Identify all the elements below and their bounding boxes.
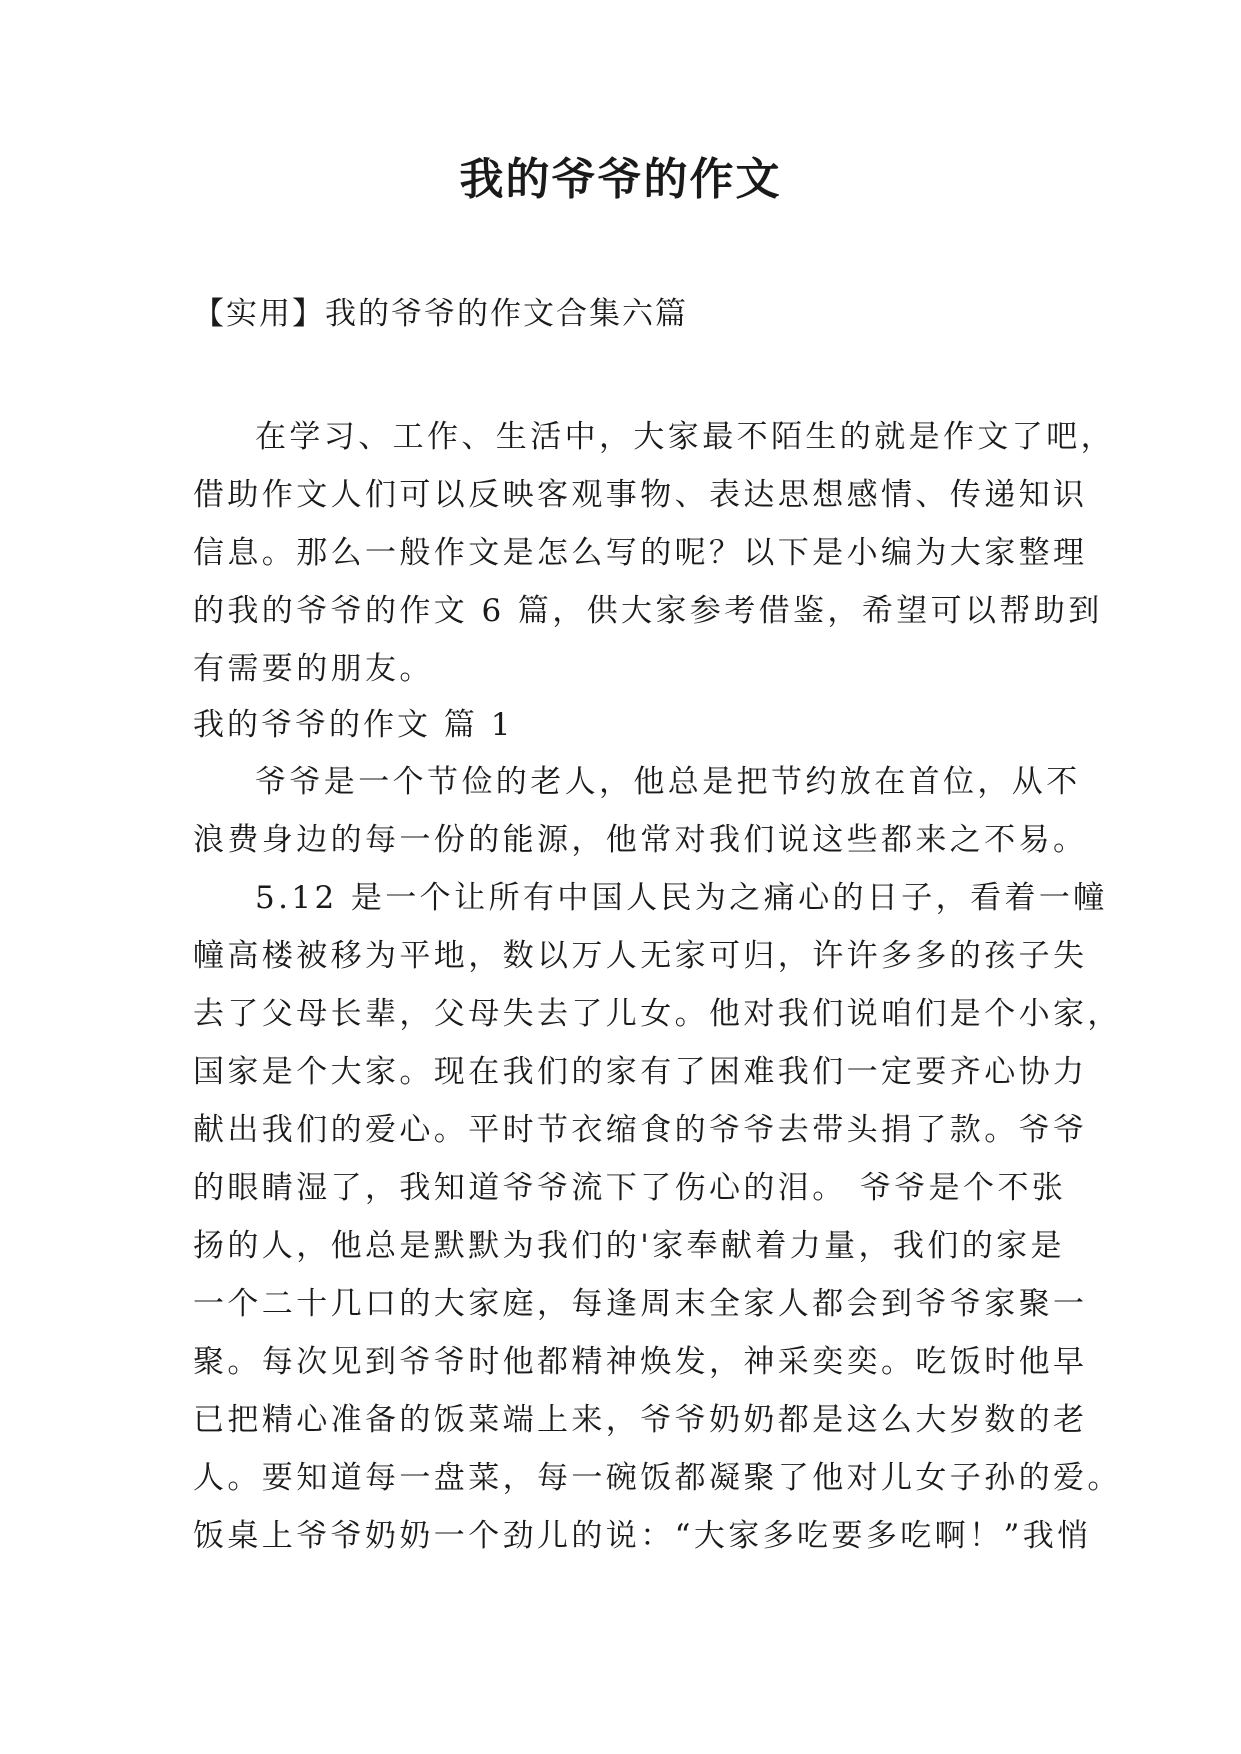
text-line: 爷爷是一个节俭的老人，他总是把节约放在首位，从不 (255, 764, 1081, 800)
text-line: 饭桌上爷爷奶奶一个劲儿的说：“大家多吃要多吃啊！”我悄 (193, 1518, 1092, 1554)
document-body (193, 408, 1122, 1565)
text-line: 的我的爷爷的作文 6 篇，供大家参考借鉴，希望可以帮助到 (193, 593, 1103, 629)
text-line: 幢高楼被移为平地，数以万人无家可归，许许多多的孩子失 (193, 938, 1088, 974)
text-line: 聚。每次见到爷爷时他都精神焕发，神采奕奕。吃饭时他早 (193, 1344, 1088, 1380)
text-line: 人。要知道每一盘菜，每一碗饭都凝聚了他对儿女子孙的爱。 (193, 1460, 1122, 1496)
text-line: 浪费身边的每一份的能源，他常对我们说这些都来之不易。 (193, 822, 1088, 858)
document-subtitle: 【实用】我的爷爷的作文合集六篇 (193, 296, 688, 332)
text-line: 一个二十几口的大家庭，每逢周末全家人都会到爷爷家聚一 (193, 1286, 1088, 1322)
text-line: 信息。那么一般作文是怎么写的呢？以下是小编为大家整理 (193, 535, 1088, 571)
text-line: 5.12 是一个让所有中国人民为之痛心的日子，看着一幢 (255, 880, 1108, 916)
text-line: 献出我们的爱心。平时节衣缩食的爷爷去带头捐了款。爷爷 (193, 1112, 1088, 1148)
text-line: 借助作文人们可以反映客观事物、表达思想感情、传递知识 (193, 477, 1088, 513)
text-line: 国家是个大家。现在我们的家有了困难我们一定要齐心协力 (193, 1054, 1088, 1090)
paragraph-1 (193, 753, 1088, 869)
text-line: 已把精心准备的饭菜端上来，爷爷奶奶都是这么大岁数的老 (193, 1402, 1088, 1438)
paragraph-2 (193, 869, 1122, 1565)
text-line: 有需要的朋友。 (193, 651, 434, 687)
text-line: 的眼睛湿了，我知道爷爷流下了伤心的泪。 爷爷是个不张 (193, 1170, 1067, 1206)
document-title: 我的爷爷的作文 (459, 154, 782, 205)
section-heading: 我的爷爷的作文 篇 1 (193, 707, 514, 743)
text-line: 扬的人，他总是默默为我们的'家奉献着力量，我们的家是 (193, 1228, 1065, 1264)
intro-paragraph (193, 408, 1115, 698)
text-line: 在学习、工作、生活中，大家最不陌生的就是作文了吧， (255, 419, 1115, 455)
text-line: 去了父母长辈，父母失去了儿女。他对我们说咱们是个小家， (193, 996, 1122, 1032)
